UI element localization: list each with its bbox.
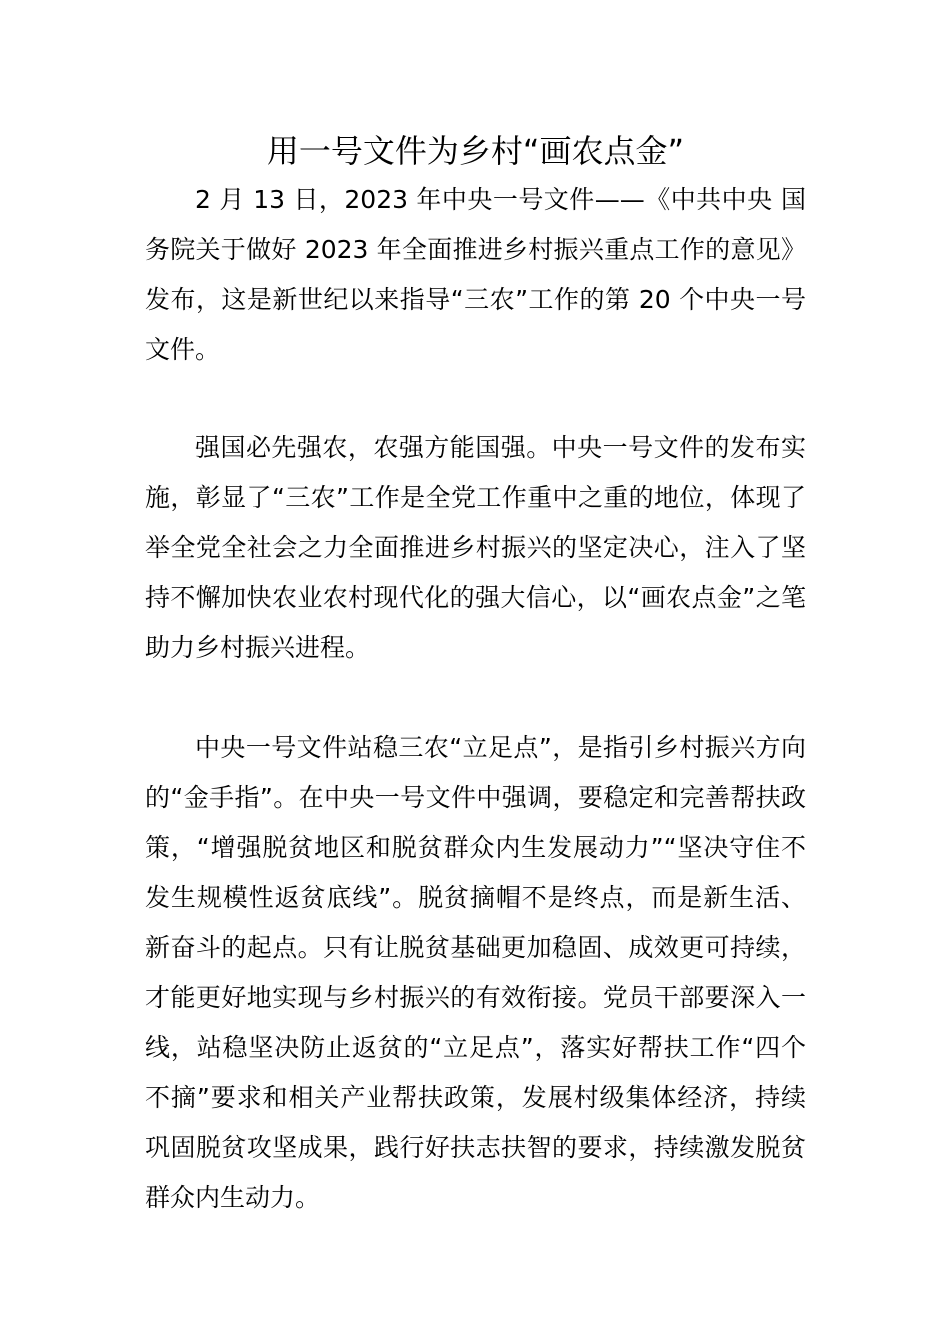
document-title: 用一号文件为乡村“画农点金”: [266, 132, 685, 170]
paragraph-release-announcement: 2 月 13 日，2023 年中央一号文件——《中共中央 国务院关于做好 2023 年全面推进乡村振兴重点工作的意见》发布，这是新世纪以来指导“三农”工作的第 20 个中央一号文件。: [145, 185, 806, 364]
paragraph-strong-agriculture: 强国必先强农，农强方能国强。中央一号文件的发布实施，彰显了“三农”工作是全党工作重中之重的地位，体现了举全党全社会之力全面推进乡村振兴的坚定决心，注入了坚持不懈加快农业农村现代化的强大信心，以“画农点金”之笔助力乡村振兴进程。: [145, 433, 806, 662]
paragraph-foothold-poverty: 中央一号文件站稳三农“立足点”，是指引乡村振兴方向的“金手指”。在中央一号文件中强调，要稳定和完善帮扶政策，“增强脱贫地区和脱贫群众内生发展动力”“坚决守住不发生规模性返贫底线”。脱贫摘帽不是终点，而是新生活、新奋斗的起点。只有让脱贫基础更加稳固、成效更可持续，才能更好地实现与乡村振兴的有效衔接。党员干部要深入一线，站稳坚决防止返贫的“立足点”，落实好帮扶工作“四个不摘”要求和相关产业帮扶政策，发展村级集体经济，持续巩固脱贫攻坚成果，践行好扶志扶智的要求，持续激发脱贫群众内生动力。: [145, 733, 806, 1212]
